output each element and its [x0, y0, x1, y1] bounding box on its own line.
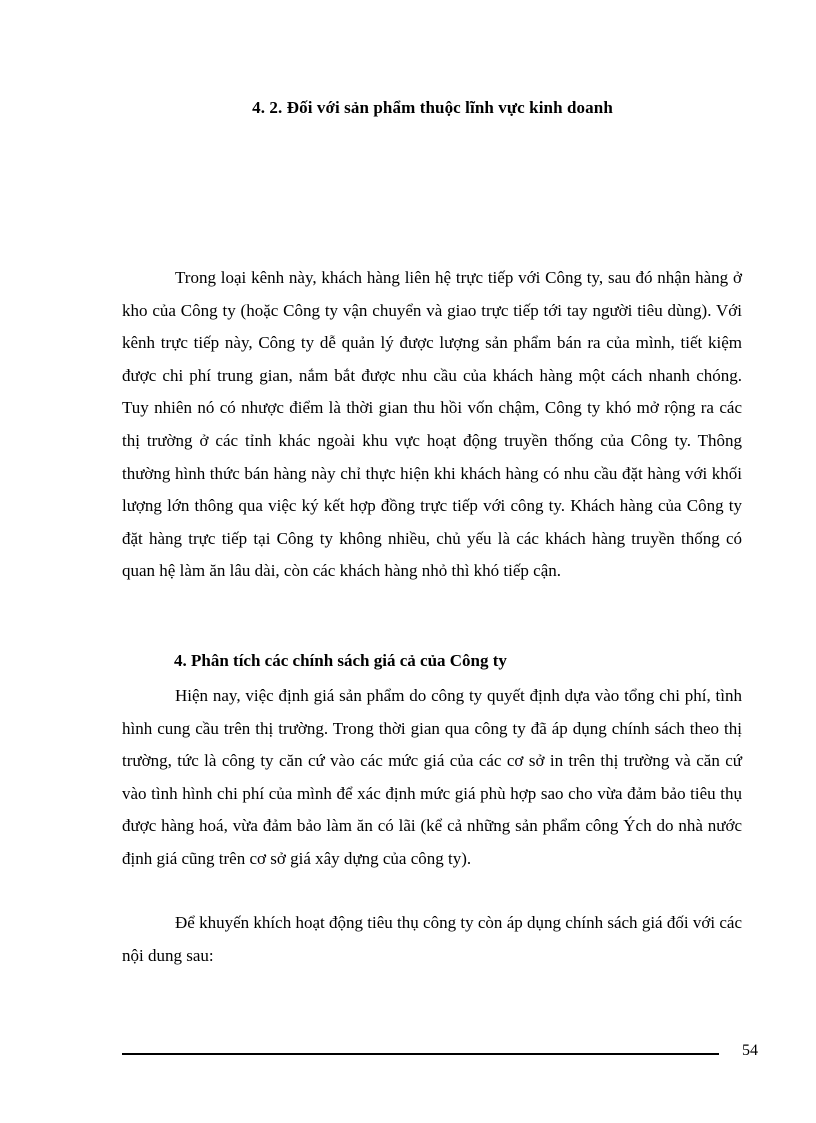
paragraph-direct-channel: Trong loại kênh này, khách hàng liên hệ trực tiếp với Công ty, sau đó nhận hàng ở kho của Công ty (hoặc Công ty vận chuyển và giao trực tiếp tới tay người tiêu dùng). Với kênh trực tiếp này, Công ty dễ quản lý được lượng sản phẩm bán ra của mình, tiết kiệm được chi phí trung gian, nắm bắt được nhu cầu của khách hàng một cách nhanh chóng. Tuy nhiên nó có nhược điểm là thời gian thu hồi vốn chậm, Công ty khó mở rộng ra các thị trường ở các tỉnh khác ngoài khu vực hoạt động truyền thống của Công ty. Thông thường hình thức bán hàng này chỉ thực hiện khi khách hàng có nhu cầu đặt hàng với khối lượng lớn thông qua việc ký kết hợp đồng trực tiếp với công ty. Khách hàng của Công ty đặt hàng trực tiếp tại Công ty không nhiều, chủ yếu là các khách hàng truyền thống có quan hệ làm ăn lâu dài, còn các khách hàng nhỏ thì khó tiếp cận. — [122, 268, 742, 581]
page-number: 54 — [742, 1042, 758, 1059]
section-heading-4-2: 4. 2. Đối với sản phẩm thuộc lĩnh vực kinh doanh — [252, 98, 613, 117]
paragraph-pricing-policy: Hiện nay, việc định giá sản phẩm do công ty quyết định dựa vào tổng chi phí, tình hình cung cầu trên thị trường. Trong thời gian qua công ty đã áp dụng chính sách theo thị trường, tức là công ty căn cứ vào các mức giá của các cơ sở in trên thị trường và căn cứ vào tình hình chi phí của mình để xác định mức giá phù hợp sao cho vừa đảm bảo tiêu thụ được hàng hoá, vừa đảm bảo làm ăn có lãi (kể cả những sản phẩm công Ých do nhà nước định giá cũng trên cơ sở giá xây dựng của công ty). — [122, 686, 742, 868]
section-heading-4: 4. Phân tích các chính sách giá cả của Công ty — [174, 651, 507, 670]
paragraph-price-incentives: Để khuyến khích hoạt động tiêu thụ công ty còn áp dụng chính sách giá đối với các nội dung sau: — [122, 913, 742, 965]
footer-divider — [122, 1053, 719, 1055]
